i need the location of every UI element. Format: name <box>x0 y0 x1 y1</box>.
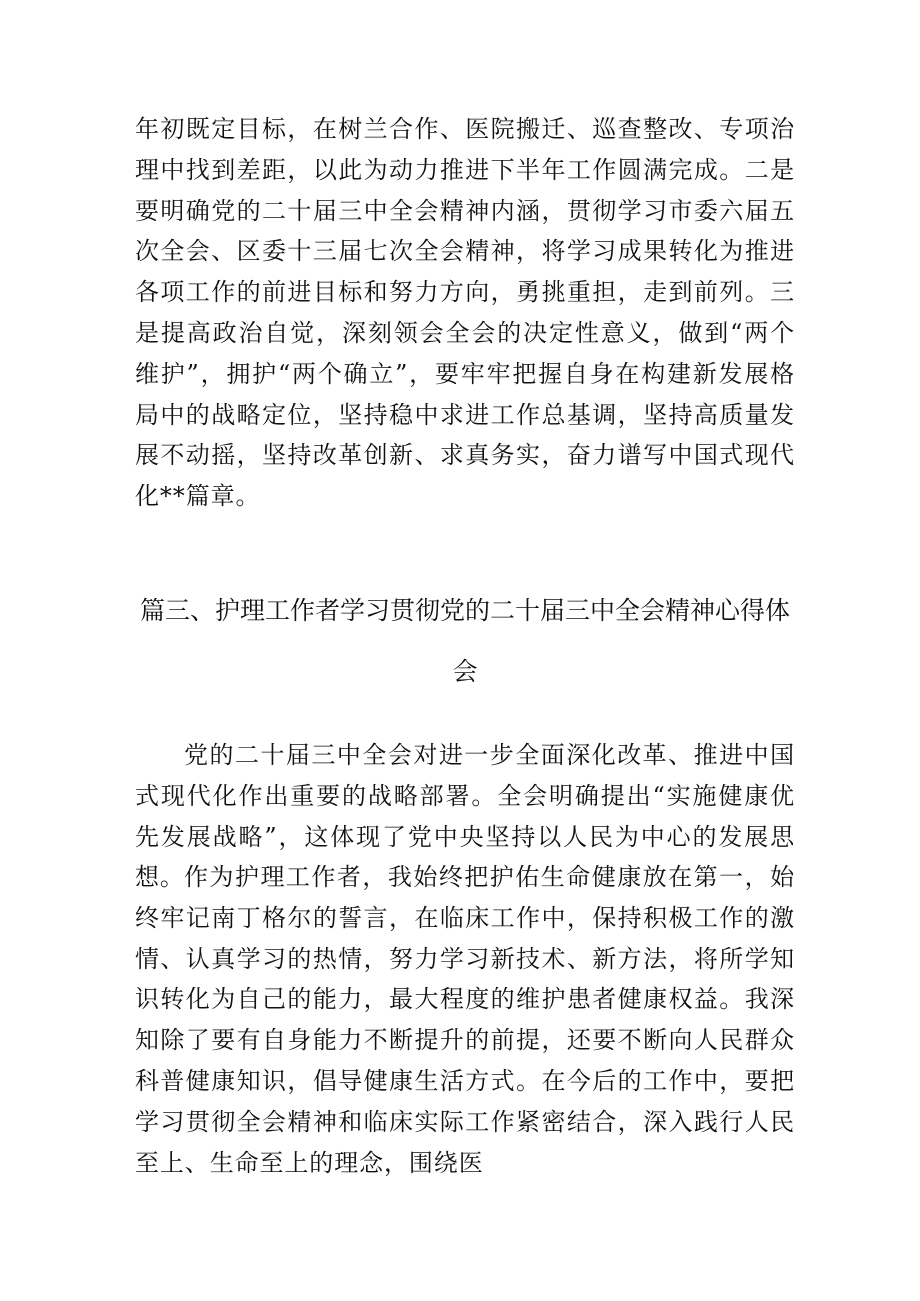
section-heading: 篇三、护理工作者学习贯彻党的二十届三中全会精神心得体会 <box>139 596 790 686</box>
paragraph-2: 作为护理工作者，我始终把护佑生命健康放在第一，始终牢记南丁格尔的誓言，在临床工作中，保持积极工作的激情、认真学习的热情，努力学习新技术、新方法，将所学知识转化为自己的能力，最大程度的维护患者健康权益。我深知除了要有自身能力不断提升的前提，还要不断向人民群众科普健康知识，倡导健康生活方式。在今后的工作中，要把学习贯彻全会精神和临床实际工作紧密结合，深入践行人民至上、生命至上的理念，围绕医 <box>135 863 795 1177</box>
continuation-paragraph: 年初既定目标，在树兰合作、医院搬迁、巡查整改、专项治理中找到差距，以此为动力推进下半年工作圆满完成。二是要明确党的二十届三中全会精神内涵，贯彻学习市委六届五次全会、区委十三届七次全会精神，将学习成果转化为推进各项工作的前进目标和努力方向，勇挑重担，走到前列。三是提高政治自觉，深刻领会全会的决定性意义，做到“两个维护”，拥护“两个确立”，要牢牢把握自身在构建新发展格局中的战略定位，坚持稳中求进工作总基调，坚持高质量发展不动摇，坚持改革创新、求真务实，奋力谱写中国式现代化**篇章。 <box>135 115 795 511</box>
paragraph-1: 党的二十届三中全会对进一步全面深化改革、推进中国式现代化作出重要的战略部署。全会明确提出“实施健康优先发展战略”，这体现了党中央坚持以人民为中心的发展思想。 <box>135 741 795 892</box>
